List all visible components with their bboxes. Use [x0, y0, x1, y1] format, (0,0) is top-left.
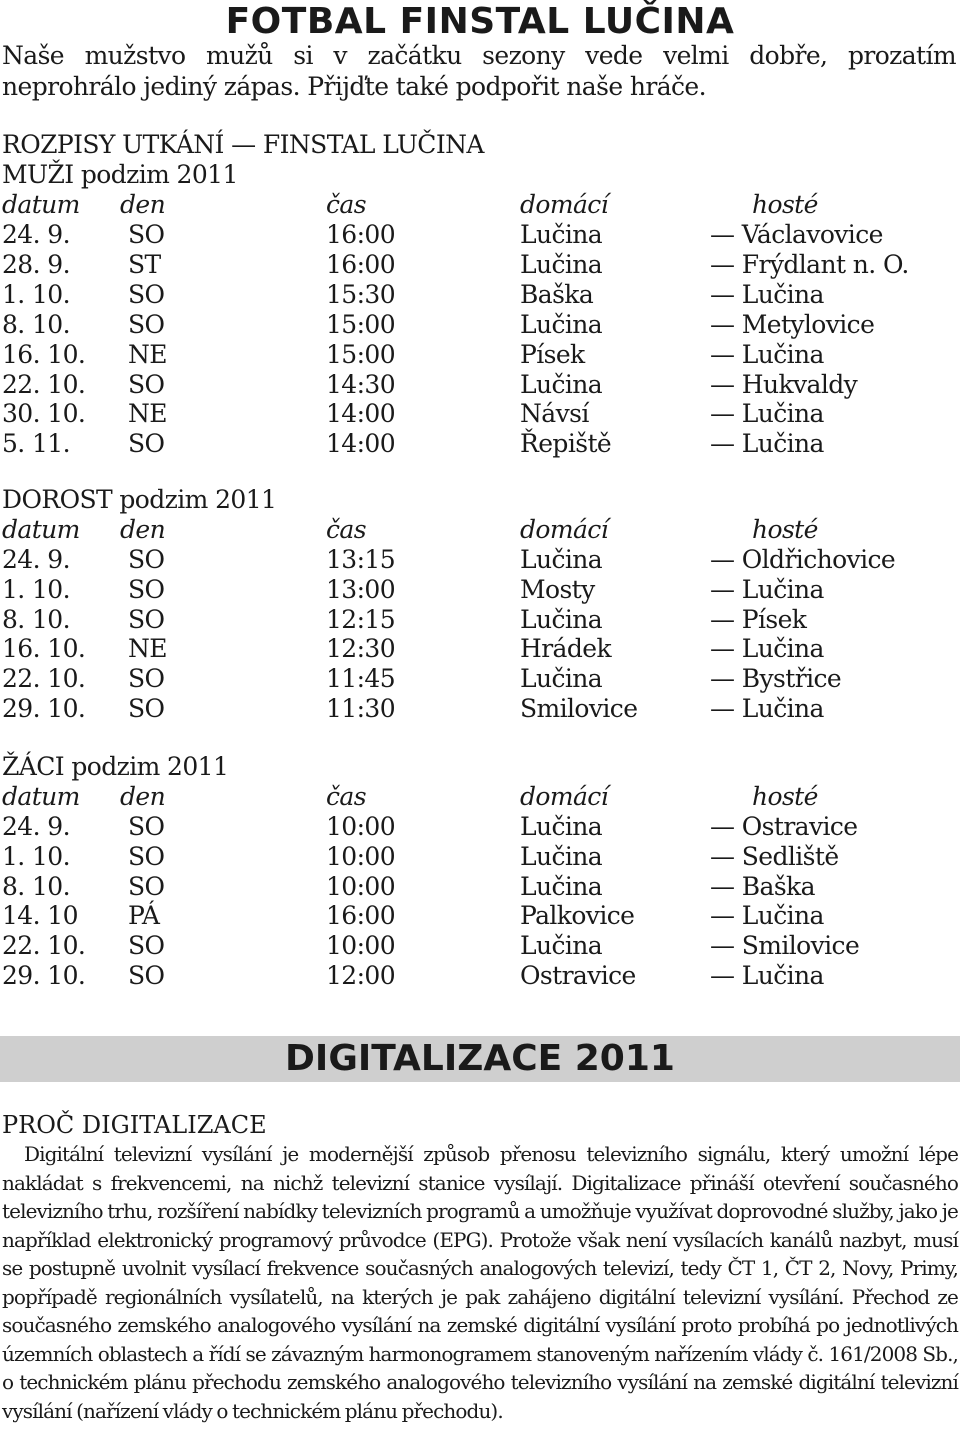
article-intro: Naše mužstvo mužů si v začátku sezony vede velmi dobře, prozatím neprohrálo jediný zápas. Přijďte také podpořit naše hráče.: [2, 41, 956, 101]
digitalizace-subtitle: PROČ DIGITALIZACE: [2, 1111, 267, 1139]
column-header-away: hosté: [752, 515, 818, 544]
column-header-day: den: [120, 515, 166, 544]
table-row: [0, 605, 960, 635]
home-team: Hrádek: [520, 634, 612, 664]
match-date: 30. 10.: [2, 399, 86, 429]
column-header-time: čas: [326, 515, 366, 544]
away-team: — Písek: [710, 604, 807, 634]
match-date: 1. 10.: [2, 574, 70, 604]
match-date: 8. 10.: [2, 604, 70, 634]
table-row: [0, 370, 960, 400]
table-row: [0, 931, 960, 961]
away-team: — Hukvaldy: [710, 369, 858, 399]
home-team: Písek: [520, 339, 585, 369]
match-day: NE: [128, 399, 167, 429]
match-time: 10:00: [326, 871, 396, 901]
away-team: — Ostravice: [710, 812, 858, 841]
table-header-muzi: [0, 190, 960, 220]
match-date: 16. 10.: [2, 339, 86, 369]
match-time: 10:00: [326, 812, 396, 841]
away-team: — Lučina: [710, 961, 824, 990]
away-team: — Lučina: [710, 574, 824, 604]
match-time: 13:00: [326, 574, 396, 604]
match-date: 29. 10.: [2, 961, 86, 990]
home-team: Ostravice: [520, 961, 636, 990]
match-day: SO: [128, 604, 165, 634]
away-team: — Lučina: [710, 901, 824, 931]
table-row: [0, 429, 960, 459]
away-team: — Václavovice: [710, 220, 883, 249]
table-row: [0, 842, 960, 872]
match-time: 15:00: [326, 339, 396, 369]
match-time: 12:30: [326, 634, 396, 664]
match-time: 12:00: [326, 961, 396, 990]
match-day: SO: [128, 309, 165, 339]
home-team: Palkovice: [520, 901, 635, 931]
column-header-date: datum: [2, 515, 80, 544]
match-day: NE: [128, 339, 167, 369]
match-day: PÁ: [128, 901, 160, 931]
match-time: 11:30: [326, 694, 396, 723]
away-team: — Frýdlant n. O.: [710, 249, 909, 279]
table-row: [0, 399, 960, 429]
article-title: FOTBAL FINSTAL LUČINA: [225, 1, 735, 42]
column-header-away: hosté: [752, 782, 818, 811]
match-time: 16:00: [326, 901, 396, 931]
match-date: 16. 10.: [2, 634, 86, 664]
table-row: [0, 340, 960, 370]
table-row: [0, 545, 960, 575]
match-time: 13:15: [326, 545, 396, 574]
home-team: Lučina: [520, 249, 603, 279]
match-date: 24. 9.: [2, 812, 70, 841]
away-team: — Sedliště: [710, 841, 839, 871]
away-team: — Bystřice: [710, 664, 842, 694]
table-row: [0, 872, 960, 902]
match-time: 10:00: [326, 841, 396, 871]
home-team: Lučina: [520, 604, 603, 634]
away-team: — Metylovice: [710, 309, 875, 339]
digitalizace-body: [2, 1140, 958, 1425]
match-time: 15:00: [326, 309, 396, 339]
match-date: 14. 10: [2, 901, 78, 931]
match-date: 1. 10.: [2, 279, 70, 309]
home-team: Řepiště: [520, 429, 612, 459]
match-day: SO: [128, 429, 165, 459]
match-date: 5. 11.: [2, 429, 70, 459]
table-row: [0, 664, 960, 694]
match-date: 29. 10.: [2, 694, 86, 723]
column-header-away: hosté: [752, 190, 818, 219]
home-team: Mosty: [520, 574, 595, 604]
match-time: 11:45: [326, 664, 396, 694]
match-day: SO: [128, 961, 165, 990]
home-team: Lučina: [520, 664, 603, 694]
schedule-title: ROZPISY UTKÁNÍ — FINSTAL LUČINA: [2, 130, 484, 159]
match-date: 1. 10.: [2, 841, 70, 871]
match-date: 22. 10.: [2, 369, 86, 399]
column-header-time: čas: [326, 190, 366, 219]
match-time: 14:00: [326, 429, 396, 459]
away-team: — Lučina: [710, 429, 824, 459]
away-team: — Lučina: [710, 399, 824, 429]
match-day: SO: [128, 871, 165, 901]
match-day: SO: [128, 664, 165, 694]
home-team: Návsí: [520, 399, 589, 429]
section-heading-dorost: DOROST podzim 2011: [2, 485, 277, 514]
match-day: SO: [128, 931, 165, 961]
column-header-date: datum: [2, 782, 80, 811]
table-row: [0, 250, 960, 280]
match-day: SO: [128, 841, 165, 871]
match-day: SO: [128, 694, 165, 723]
match-day: SO: [128, 369, 165, 399]
home-team: Baška: [520, 279, 594, 309]
away-team: — Lučina: [710, 339, 824, 369]
table-row: [0, 634, 960, 664]
match-day: SO: [128, 279, 165, 309]
match-time: 16:00: [326, 220, 396, 249]
column-header-home: domácí: [520, 190, 609, 219]
match-day: SO: [128, 545, 165, 574]
away-team: — Lučina: [710, 279, 824, 309]
home-team: Lučina: [520, 871, 603, 901]
section-heading-muzi: MUŽI podzim 2011: [2, 160, 238, 189]
match-date: 24. 9.: [2, 545, 70, 574]
home-team: Lučina: [520, 369, 603, 399]
table-row: [0, 812, 960, 842]
match-day: SO: [128, 574, 165, 604]
table-row: [0, 575, 960, 605]
match-time: 12:15: [326, 604, 396, 634]
table-row: [0, 310, 960, 340]
home-team: Lučina: [520, 812, 603, 841]
match-time: 14:00: [326, 399, 396, 429]
home-team: Lučina: [520, 220, 603, 249]
digitalizace-paragraph: Digitální televizní vysílání je modernější způsob přenosu televizního signálu, který umožní lépe nakládat s frekvencemi, na nichž televizní stanice vysílají. Digitalizace přináší otevření současného televizního trhu, rozšíření nabídky televizních programů a umožňuje využívat doprovodné služby, jako je například elektronický programový průvodce (EPG). Protože však není vysílacích kanálů nazbyt, musí se postupně uvolnit vysílací frekvence současných analogových televizí, tedy ČT 1, ČT 2, Novy, Primy, popřípadě regionálních vysílatelů, na kterých je pak zahájeno digitální televizní vysílání. Přechod ze současného zemského analogového vysílání na zemské digitální vysílání proto probíhá po jednotlivých územních oblastech a řídí se závazným harmonogramem stanoveným nařízením vlády č. 161/2008 Sb., o technickém plánu přechodu zemského analogového televizního vysílání na zemské digitální televizní vysílání (nařízení vlády o technickém plánu přechodu).: [2, 1142, 958, 1423]
match-time: 10:00: [326, 931, 396, 961]
match-day: ST: [128, 249, 161, 279]
match-day: NE: [128, 634, 167, 664]
table-row: [0, 280, 960, 310]
away-team: — Lučina: [710, 694, 824, 723]
column-header-time: čas: [326, 782, 366, 811]
column-header-home: domácí: [520, 515, 609, 544]
table-header-zaci: [0, 782, 960, 812]
match-date: 8. 10.: [2, 309, 70, 339]
table-row: [0, 220, 960, 250]
column-header-day: den: [120, 782, 166, 811]
match-date: 28. 9.: [2, 249, 70, 279]
away-team: — Smilovice: [710, 931, 860, 961]
away-team: — Oldřichovice: [710, 545, 896, 574]
section-heading-zaci: ŽÁCI podzim 2011: [2, 752, 229, 781]
table-header-dorost: [0, 515, 960, 545]
match-time: 14:30: [326, 369, 396, 399]
match-date: 22. 10.: [2, 664, 86, 694]
match-time: 16:00: [326, 249, 396, 279]
match-day: SO: [128, 812, 165, 841]
match-day: SO: [128, 220, 165, 249]
home-team: Lučina: [520, 309, 603, 339]
table-row: [0, 961, 960, 991]
table-row: [0, 901, 960, 931]
match-time: 15:30: [326, 279, 396, 309]
match-date: 22. 10.: [2, 931, 86, 961]
table-row: [0, 694, 960, 724]
column-header-home: domácí: [520, 782, 609, 811]
home-team: Lučina: [520, 931, 603, 961]
home-team: Lučina: [520, 841, 603, 871]
away-team: — Lučina: [710, 634, 824, 664]
home-team: Smilovice: [520, 694, 638, 723]
match-date: 24. 9.: [2, 220, 70, 249]
away-team: — Baška: [710, 871, 815, 901]
column-header-day: den: [120, 190, 166, 219]
home-team: Lučina: [520, 545, 603, 574]
column-header-date: datum: [2, 190, 80, 219]
match-date: 8. 10.: [2, 871, 70, 901]
digitalizace-title: DIGITALIZACE 2011: [285, 1038, 675, 1079]
